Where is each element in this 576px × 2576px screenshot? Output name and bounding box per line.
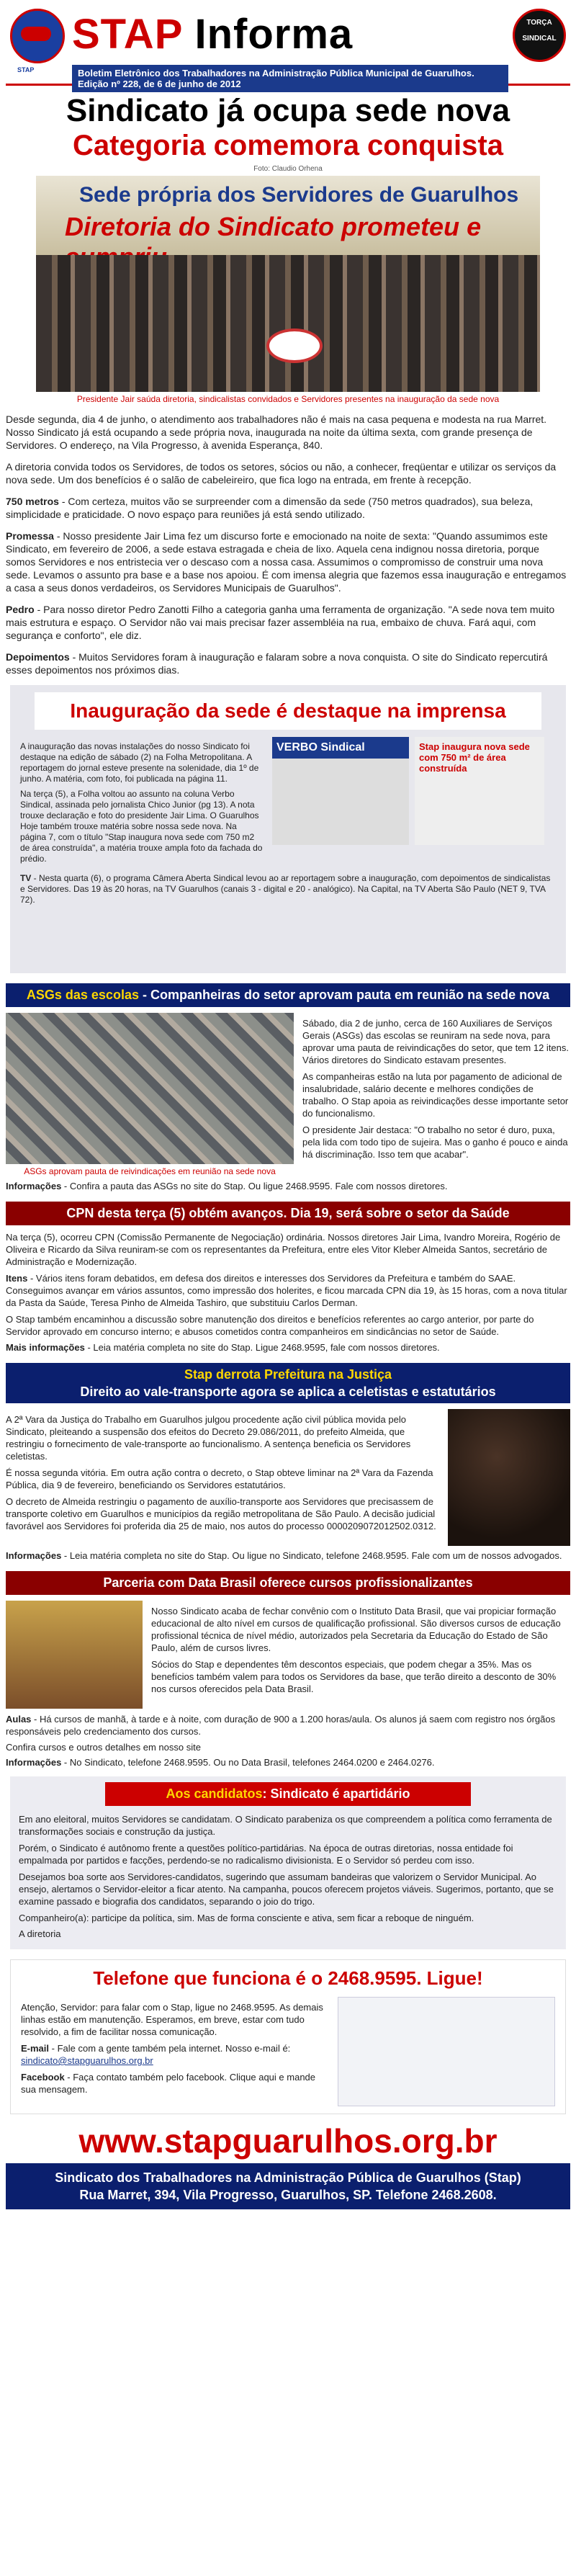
crowd-image [36, 255, 540, 392]
cursos-p4: Confira cursos e outros detalhes em nosso site [6, 1742, 201, 1753]
cursos-info: Informações - No Sindicato, telefone 2468.9595. Ou no Data Brasil, telefones 2464.0200 e 2464.0276. [6, 1757, 435, 1768]
stap-logo [10, 9, 65, 63]
cursos-p1: Nosso Sindicato acaba de fechar convênio com o Instituto Data Brasil, que vai propiciar formação educacional de alto nível em cursos de qualificação profissional. São diversos cursos de educação profissional técnica de nível médio, autorizados pela Secretaria da Educação do Estado de São Paulo, além de cursos livres. [151, 1606, 561, 1653]
asg-photo [6, 1013, 294, 1164]
cursos-p2: Sócios do Stap e dependentes têm descontos especiais, que podem chegar a 35%. Mas os benefícios também valem para todos os Servidores da base, que terão direito a desconto de 30% nos cursos oferecidos pela Data Brasil. [151, 1659, 557, 1694]
headline-main: Sindicato já ocupa sede nova [66, 93, 510, 128]
verbo-title: VERBO Sindical [272, 737, 409, 759]
asg-text [302, 1013, 570, 1176]
justica-info: Informações - Leia matéria completa no site do Stap. Ou ligue no Sindicato, telefone 2468.9595. Fale com um de nossos advogados. [6, 1550, 562, 1561]
logo-caption: STAP [17, 66, 35, 73]
seal-line2: SINDICAL [522, 35, 557, 43]
telefone-p2: E-mail - Fale com a gente também pela internet. Nosso e-mail é: sindicato@stapguarulhos.org.br [21, 2043, 291, 2066]
justica-section [6, 1409, 570, 1546]
justica-p1: A 2ª Vara da Justiça do Trabalho em Guarulhos julgou procedente ação civil pública movida pelo Sindicato, pleiteando a suspensão dos efeitos do Decreto 29.086/2011, do prefeito Almeida, que restringiu o fornecimento de vale-transporte ao funcionalismo. A sentença beneficia os Servidores celetistas. [6, 1414, 411, 1462]
seal-line1: TORÇA [526, 19, 552, 27]
footer-line1: Sindicato dos Trabalhadores na Administração Pública de Guarulhos (Stap) [55, 2170, 521, 2185]
gh-clipping [415, 737, 544, 845]
photo-credit: Foto: Claudio Orhena [253, 165, 323, 173]
masthead [6, 6, 570, 89]
gh-title: Stap inaugura nova sede com 750 m² de área construída [419, 741, 530, 774]
asg-section [6, 1013, 570, 1176]
cpn-bar: CPN desta terça (5) obtém avanços. Dia 19, será sobre o setor da Saúde [6, 1202, 570, 1225]
justica-bar-line1: Stap derrota Prefeitura na Justiça [184, 1367, 392, 1382]
press-p1: A inauguração das novas instalações do nosso Sindicato foi destaque na edição de sábado (2) na Folha Metropolitana. A reportagem do jornal esteve presente na solenidade, dia 1º de junho. A matéria, com foto, foi publicada na página 11. [20, 741, 259, 784]
article-p3: 750 metros - Com certeza, muitos vão se surpreender com a dimensão da sede (750 metros quadrados), sua beleza, simplicidade e praticidade. O novo espaço para reuniões já está sendo utilizado. [6, 496, 534, 520]
cursos-bar: Parceria com Data Brasil oferece cursos profissionalizantes [6, 1571, 570, 1595]
asg-photo-wrap [6, 1013, 294, 1176]
brand-title [72, 10, 353, 58]
banner-line2: Diretoria do Sindicato prometeu e [65, 212, 482, 241]
article-p1: Desde segunda, dia 4 de junho, o atendimento aos trabalhadores não é mais na casa pequena e modesta na rua Marret. Nosso Sindicato já está ocupando a sede própria nova, inaugurada na noite da última sexta, com grande presença de Servidores. O endereço, na Vila Progresso, à avenida Esperança, 840. [6, 413, 547, 451]
asg-caption: ASGs aprovam pauta de reivindicações em reunião na sede nova [24, 1166, 276, 1176]
headline-sub: Categoria comemora conquista [73, 130, 503, 161]
article-p2: A diretoria convida todos os Servidores, de todos os setores, sócios ou não, a conhecer, freqüentar e utilizar os serviços da nova sede. Um dos benefícios é o salão de cabeleireiro, que fica logo na entrada, em frente à recepção. [6, 461, 557, 486]
candidatos-bar: Aos candidatos: Sindicato é apartidário [105, 1782, 471, 1806]
email-link[interactable]: sindicato@stapguarulhos.org.br [21, 2055, 153, 2066]
telefone-text [21, 1997, 329, 2106]
article-p5: Pedro - Para nosso diretor Pedro Zanotti Filho a categoria ganha uma ferramenta de organização. "A sede nova tem muito mais estrutura e espaço. O Servidor não vai mais precisar fazer assembléia na rua, embaixo de chuva. Fará aqui, com segurança e conforto", ele diz. [6, 604, 555, 641]
candidatos-p3: Desejamos boa sorte aos Servidores-candidatos, sugerindo que assumam bandeiras que valorizem o Servidor Municipal. Ao ensejo, alertamos o Servidor-eleitor a ficar atento. Na campanha, poucos oferecem projetos viáveis. Sugerimos, portanto, que se examine passado e biografia dos candidatos, separando o joio do trigo. [19, 1871, 554, 1907]
justica-p2: É nossa segunda vitória. Em outra ação contra o decreto, o Stap obteve liminar na 2ª Vara da Fazenda Pública, dia 9 de fevereiro, beneficiando os Servidores estatutários. [6, 1467, 433, 1490]
data-brasil-photo [6, 1601, 143, 1709]
justica-text [6, 1409, 439, 1546]
asg-p1: Sábado, dia 2 de junho, cerca de 160 Auxiliares de Serviços Gerais (ASGs) das escolas se reuniram na sede nova, para aprovar uma pauta de reivindicações do setor, que tem 12 itens. Vários diretores do Sindicato estavam presentes. [302, 1018, 569, 1065]
cursos-section [6, 1601, 570, 1709]
article-p4: Promessa - Nosso presidente Jair Lima fez um discurso forte e emocionado na noite de sexta: "Quando assumimos este Sindicato, em fevereiro de 2006, a sede estava estragada e cheia de lixo. Aquela cena indignou nossa diretoria, porque somos Servidores e nos entristecia ver o descaso com a nossa casa. Assumimos o compromisso de construir uma nova sede. Levamos o assunto pra base e a base nos apoiou. É com imensa alegria que fazemos essa inauguração e entregamos a casa a seus donos verdadeiros, os Servidores Municipais de Guarulhos". [6, 530, 567, 594]
main-article [6, 413, 570, 676]
asg-info: Informações - Confira a pauta das ASGs no site do Stap. Ou ligue 2468.9595. Fale com nossos diretores. [6, 1181, 448, 1191]
candidatos-p1: Em ano eleitoral, muitos Servidores se candidatam. O Sindicato parabeniza os que compreendem a política como ferramenta de transformações sociais e construção da justiça. [19, 1814, 552, 1837]
asg-p2: As companheiras estão na luta por pagamento de adicional de insalubridade, salário decente e melhores condições de trabalho. O Stap apoia as reivindicações desse importante setor do funcionalismo. [302, 1071, 569, 1119]
press-clippings [272, 737, 556, 869]
cursos-text [151, 1601, 570, 1709]
press-p3: TV - Nesta quarta (6), o programa Câmera Aberta Sindical levou ao ar reportagem sobre a inauguração, com depoimentos de sindicalistas e Servidores. Das 19 às 20 horas, na TV Guarulhos (canais 3 - digital e 20 - analógico). Na Capital, na TV Aberta São Paulo (NET 9, TVA 72). [20, 873, 551, 905]
gavel-image [448, 1409, 570, 1546]
brand-black: Informa [194, 11, 354, 58]
banner-line1: Sede própria dos Servidores de Guarulhos [79, 183, 519, 207]
headline [6, 93, 570, 162]
asg-bar: ASGs das escolas - Companheiras do setor aprovam pauta em reunião na sede nova [6, 983, 570, 1007]
candidatos-signature: A diretoria [19, 1928, 61, 1939]
cpn-p1: Na terça (5), ocorreu CPN (Comissão Permanente de Negociação) ordinária. Nossos diretores Jair Lima, Ivandro Moreira, Rogério de Oliveira e Ricardo da Silva reuniram-se com os representantes da Prefeitura, entre eles Vitor Kleber Almeida Santos, secretário de Administração e Modernização. [6, 1232, 561, 1267]
telefone-section [21, 1997, 555, 2106]
edition-subtitle: Boletim Eletrônico dos Trabalhadores na Administração Pública Municipal de Guarulhos. Edição nº 228, de 6 de junho de 2012 [72, 65, 508, 92]
footer-url[interactable]: www.stapguarulhos.org.br [78, 2122, 498, 2160]
brand-red: STAP [72, 11, 183, 58]
telefone-p3: Facebook - Faça contato também pelo facebook. Clique aqui e mande sua mensagem. [21, 2072, 316, 2095]
press-p2: Na terça (5), a Folha voltou ao assunto na coluna Verbo Sindical, assinada pelo jornalista Chico Junior (pg 13). A nota trouxe declaração e foto do presidente Jair Lima. O Guarulhos Hoje também trouxe matéria sobre nossa sede nova. Na página 7, com o título "Stap inaugura nova sede com 750 m2 de área construída", a matéria trouxe ampla foto da fachada do prédio. [20, 789, 263, 864]
telefone-box [10, 1959, 566, 2114]
footer-line2: Rua Marret, 394, Vila Progresso, Guarulhos, SP. Telefone 2468.2608. [79, 2188, 497, 2202]
press-title: Inauguração da sede é destaque na imprensa [35, 692, 541, 730]
article-p6: Depoimentos - Muitos Servidores foram à inauguração e falaram sobre a nova conquista. O site do Sindicato repercutirá esses depoimentos nos próximos dias. [6, 651, 548, 676]
candidatos-p2: Porém, o Sindicato é autônomo frente a questões político-partidárias. Na época de outras diretorias, nossa entidade foi empalmada por partidos e facções, perdendo-se no radicalismo divisionista. E o Servidor só perdeu com isso. [19, 1843, 513, 1866]
candidatos-p4: Companheiro(a): participe da política, sim. Mas de forma consciente e ativa, sem ficar a reboque de ninguém. [19, 1913, 474, 1923]
cpn-info: Mais informações - Leia matéria completa no site do Stap. Ligue 2468.9595, fale com nossos diretores. [6, 1342, 440, 1353]
inauguration-photo [36, 176, 540, 392]
cpn-p3: O Stap também encaminhou a discussão sobre manutenção dos direitos e benefícios referentes ao cargo anterior, por parte do Servidor aprovado em concurso interno; e abusos cometidos contra companheiros em sindicâncias no setor de Saúde. [6, 1314, 534, 1337]
photo-caption: Presidente Jair saúda diretoria, sindicalistas convidados e Servidores presentes na inauguração da sede nova [76, 394, 500, 404]
candidatos-box [10, 1776, 566, 1949]
cpn-p2: Itens - Vários itens foram debatidos, em defesa dos direitos e interesses dos Servidores da Prefeitura e também do SAAE. Conseguimos avançar em vários assuntos, como impressão dos holerites, e ficou marcada CPN dia 19, às 15 horas, com a nova titular da Pasta da Saúde, Teresa Pinho de Almeida Tashiro, que substituiu Carlos Derman. [6, 1273, 567, 1308]
flowers-image [266, 328, 323, 363]
press-box [10, 685, 566, 973]
facebook-screenshot[interactable] [338, 1997, 555, 2106]
telefone-title: Telefone que funciona é o 2468.9595. Ligue! [93, 1967, 483, 1989]
forca-sindical-seal [513, 9, 566, 62]
justica-p3: O decreto de Almeida restringiu o pagamento de auxílio-transporte aos Servidores que precisassem de transporte coletivo em Guarulhos e municípios da região metropolitana de São Paulo. A decisão judicial favorável aos Servidores foi proferida dia 25 de maio, nos autos do processo 0000209072012502.0312. [6, 1496, 436, 1531]
press-columns [20, 737, 556, 869]
newsletter-wrap [6, 6, 570, 2209]
asg-p3: O presidente Jair destaca: "O trabalho no setor é duro, puxa, pela lida com todo tipo de sujeira. Mas o ganho é pouco e ainda há discriminação. Isso tem que acabar". [302, 1124, 568, 1160]
verbo-clipping [272, 737, 409, 845]
justica-bar [6, 1363, 570, 1403]
cursos-p3: Aulas - Há cursos de manhã, à tarde e à noite, com duração de 900 a 1.200 horas/aula. Os alunos já saem com registro nos órgãos responsáveis pelo credenciamento dos cursos. [6, 1714, 556, 1737]
telefone-p1: Atenção, Servidor: para falar com o Stap, ligue no 2468.9595. As demais linhas estão em manutenção. Esperamos, em breve, estar com tudo resolvido, a fim de facilitar nossa comunicação. [21, 2002, 323, 2037]
footer-info [6, 2163, 570, 2209]
photo-banner [36, 176, 540, 255]
press-text [20, 737, 265, 869]
justica-bar-line2: Direito ao vale-transporte agora se aplica a celetistas e estatutários [80, 1385, 496, 1399]
